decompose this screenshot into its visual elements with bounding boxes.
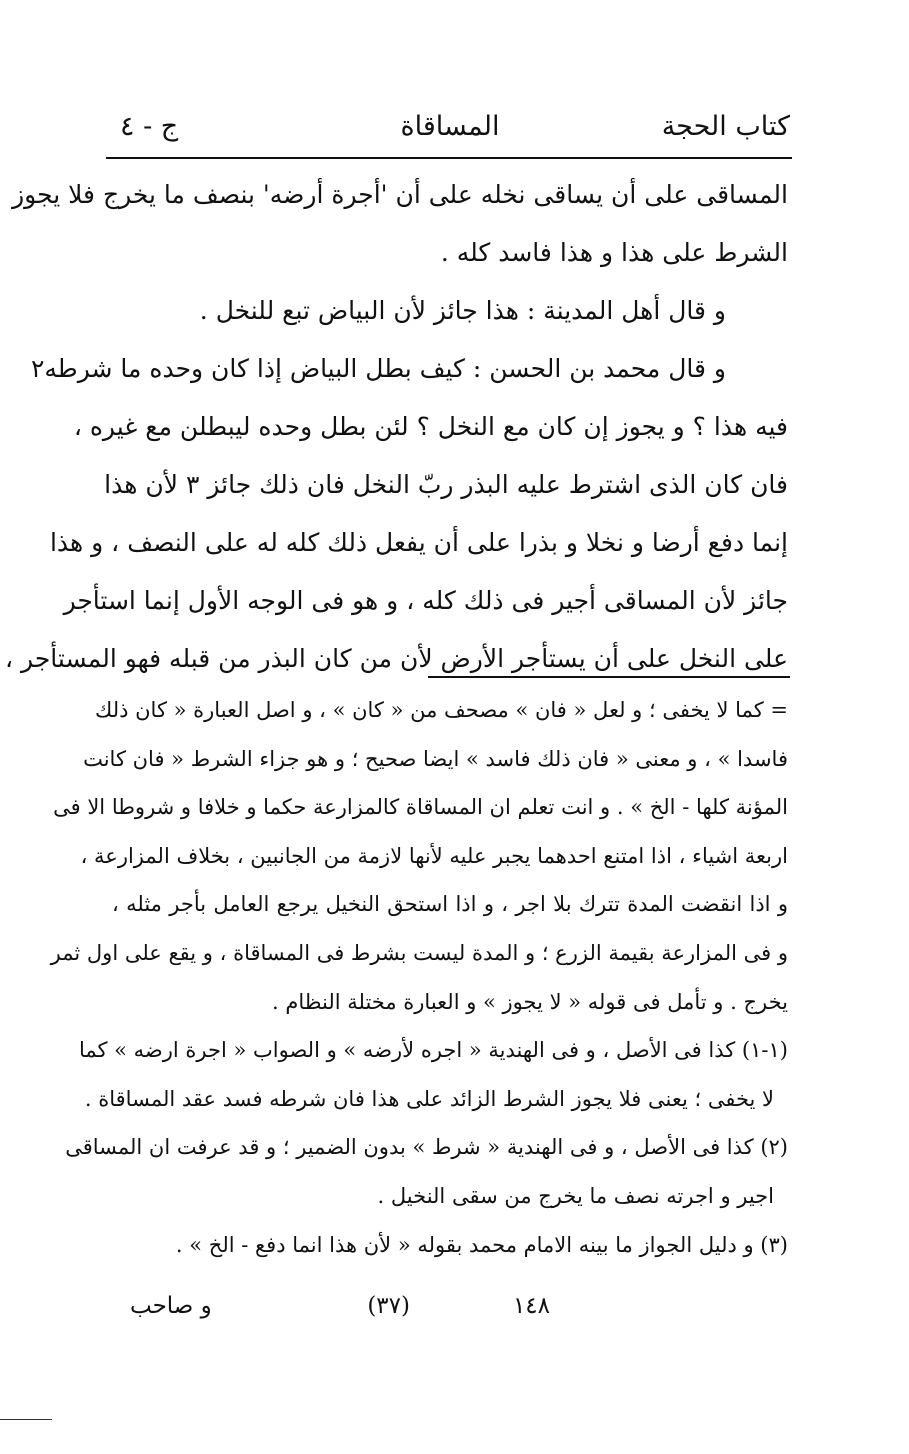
footnote-line: لا يخفى ؛ يعنى فلا يجوز الشرط الزائد على هذا فان شرطه فسد عقد المساقاة . — [84, 1086, 774, 1111]
text-line: الشرط على هذا و هذا فاسد كله . — [440, 238, 788, 267]
text-line: فيه هذا ؟ و يجوز إن كان مع النخل ؟ لئن بطل وحده ليبطلن مع غيره ، — [73, 412, 788, 441]
scan-edge-mark — [0, 1419, 52, 1420]
text-line: جائز لأن المساقى أجير فى ذلك كله ، و هو فى الوجه الأول إنما استأجر — [63, 586, 788, 615]
text-line: و قال محمد بن الحسن : كيف بطل البياض إذا كان وحده ما شرطه٢ — [30, 354, 726, 383]
footnote-line: فاسدا » ، و معنى « فان ذلك فاسد » ايضا صحيح ؛ و هو جزاء الشرط « فان كانت — [83, 746, 788, 771]
footnote-line: يخرج . و تأمل فى قوله « لا يجوز » و العبارة مختلة النظام . — [272, 989, 788, 1014]
footnote-line: (٣) و دليل الجواز ما بينه الامام محمد بقوله « لأن هذا انما دفع - الخ » . — [175, 1232, 788, 1257]
text-line: فان كان الذى اشترط عليه البذر ربّ النخل فان ذلك جائز ٣ لأن هذا — [104, 470, 788, 499]
chapter-title: المساقاة — [400, 111, 500, 142]
text-line: المساقى على أن يساقى نخله على أن '‏أجرة أرضه' بنصف ما يخرج فلا يجوز — [12, 180, 788, 209]
footnote-line: (٢) كذا فى الأصل ، و فى الهندية « شرط » بدون الضمير ؛ و قد عرفت ان المساقى — [65, 1135, 788, 1160]
footnote-rule — [428, 676, 790, 678]
footnote-line: = كما لا يخفى ؛ و لعل « فان » مصحف من « كان » ، و اصل العبارة « كان ذلك — [95, 698, 788, 722]
footnote-line: و اذا انقضت المدة تترك بلا اجر ، و اذا استحق النخيل يرجع العامل بأجر مثله ، — [112, 892, 788, 917]
footnotes — [50, 686, 788, 1269]
text-line: على النخل على أن يستأجر الأرض لأن من كان البذر من قبله فهو المستأجر ، — [5, 644, 788, 673]
catchword: و صاحب — [130, 1293, 212, 1319]
footnote-line: و فى المزارعة بقيمة الزرع ؛ و المدة ليست بشرط فى المساقاة ، و يقع على اول ثمر — [50, 940, 788, 965]
book-title: كتاب الحجة — [661, 111, 790, 142]
running-head — [110, 104, 790, 150]
text-line: و قال أهل المدينة : هذا جائز لأن البياض تبع للنخل . — [199, 296, 726, 325]
text-line: إنما دفع أرضا و نخلا و بذرا على أن يفعل ذلك كله له على النصف ، و هذا — [49, 528, 788, 557]
footnote-line: اجير و اجرته نصف ما يخرج من سقى النخيل . — [377, 1183, 774, 1208]
signature-mark: (٣٧) — [367, 1293, 410, 1319]
footnote-line: المؤنة كلها - الخ » . و انت تعلم ان المساقاة كالمزارعة حكما و خلافا و شروطا الا فى — [53, 795, 788, 820]
footnote-line: اربعة اشياء ، اذا امتنع احدهما يجبر عليه لأنها لازمة من الجانبين ، بخلاف المزارعة ، — [80, 843, 788, 868]
volume-label: ج - ٤ — [120, 111, 179, 142]
main-text — [5, 166, 788, 688]
page-number: ١٤٨ — [512, 1293, 550, 1319]
page-footer — [130, 1286, 670, 1326]
header-rule — [106, 157, 792, 159]
footnote-line: (١-١) كذا فى الأصل ، و فى الهندية « اجره لأرضه » و الصواب « اجرة ارضه » كما — [78, 1038, 788, 1063]
